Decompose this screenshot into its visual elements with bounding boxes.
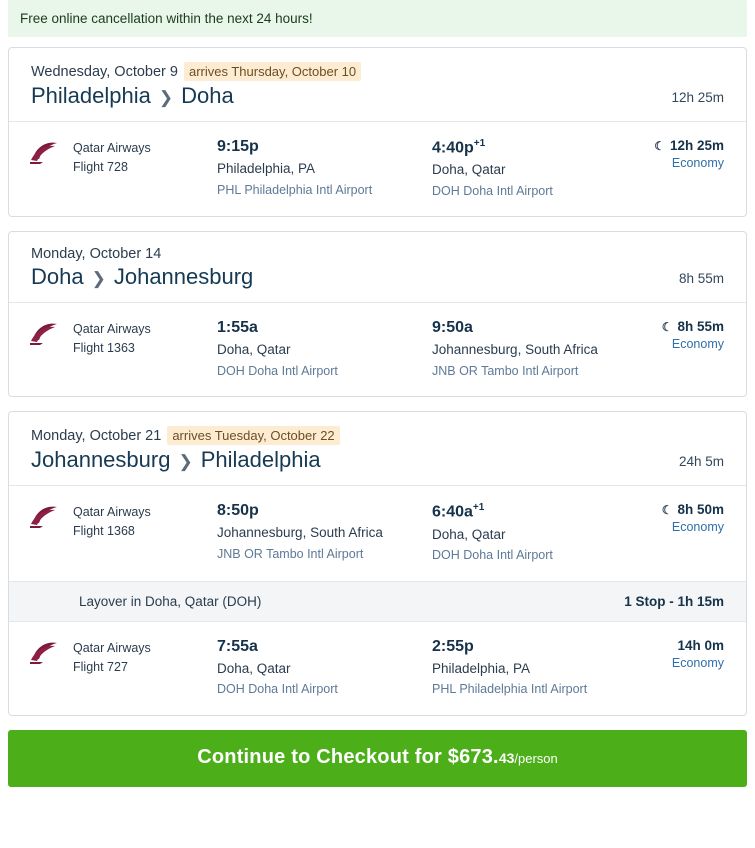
- chevron-right-icon: ❯: [178, 451, 193, 471]
- leg-times: [217, 638, 664, 699]
- arrival-airport: DOH Doha Intl Airport: [432, 183, 553, 198]
- arrival-endpoint: [432, 502, 637, 564]
- airline-name: Qatar Airways: [73, 141, 151, 155]
- carrier-info: [27, 502, 217, 541]
- cabin-class[interactable]: Economy: [671, 337, 724, 352]
- night-moon-icon: ☾: [654, 138, 665, 153]
- chevron-right-icon: ❯: [158, 87, 174, 107]
- night-moon-icon: ☾: [661, 319, 673, 334]
- slice-depart-date: Monday, October 14: [31, 246, 162, 263]
- departure-airport: DOH Doha Intl Airport: [217, 363, 338, 378]
- slice-route: [31, 83, 724, 109]
- itinerary-slice: [8, 411, 747, 715]
- arrival-airport: PHL Philadelphia Intl Airport: [432, 682, 588, 697]
- arrival-city: Johannesburg, South Africa: [432, 342, 598, 358]
- flight-number: Flight 1368: [73, 524, 135, 539]
- cabin-class[interactable]: Economy: [671, 655, 724, 670]
- qatar-airways-logo: [27, 638, 63, 666]
- departure-time: 7:55a: [217, 637, 258, 655]
- arrival-airport: DOH Doha Intl Airport: [432, 548, 553, 563]
- departure-airport: JNB OR Tambo Intl Airport: [217, 547, 364, 562]
- arrival-city: Doha, Qatar: [432, 526, 506, 542]
- leg-summary: [654, 502, 724, 534]
- layover-row: [9, 581, 746, 622]
- arrival-airport: JNB OR Tambo Intl Airport: [432, 363, 579, 378]
- slice-dateline: [31, 62, 724, 81]
- arrival-time: 2:55p: [432, 637, 474, 655]
- arrive-day-offset: +1: [473, 138, 486, 149]
- arrive-day-offset: +1: [472, 502, 485, 514]
- slice-origin: Philadelphia: [31, 83, 151, 108]
- departure-endpoint: [217, 319, 422, 380]
- departure-city: Philadelphia, PA: [217, 161, 316, 176]
- carrier-text: [73, 502, 151, 541]
- arrives-next-day-tag: arrives Thursday, October 10: [184, 62, 361, 81]
- slice-dateline: [31, 426, 724, 445]
- slice-depart-date: Wednesday, October 9: [31, 64, 178, 80]
- slice-list: [8, 47, 747, 716]
- carrier-text: [73, 319, 151, 358]
- slice-origin: Johannesburg: [31, 447, 171, 473]
- qatar-airways-logo: [27, 138, 63, 166]
- carrier-info: [27, 138, 217, 177]
- flight-number: Flight 1363: [73, 341, 135, 356]
- slice-destination: Doha: [181, 83, 234, 108]
- checkout-per-person: /person: [514, 750, 558, 766]
- slice-duration: 12h 25m: [671, 90, 724, 105]
- slice-duration: 24h 5m: [678, 454, 724, 470]
- slice-duration: 8h 55m: [678, 271, 724, 287]
- arrival-endpoint: [432, 638, 637, 699]
- departure-endpoint: [217, 638, 422, 699]
- departure-city: Doha, Qatar: [217, 342, 291, 358]
- slice-header: [9, 48, 746, 121]
- slice-route: [31, 264, 724, 290]
- arrival-endpoint: [432, 138, 637, 200]
- checkout-cents: 43: [498, 749, 515, 766]
- slice-destination: Philadelphia: [200, 447, 321, 473]
- departure-endpoint: [217, 138, 422, 200]
- airline-name: Qatar Airways: [73, 322, 151, 337]
- cabin-class[interactable]: Economy: [671, 156, 724, 170]
- qatar-airways-logo: [27, 319, 63, 347]
- cancellation-banner: [8, 0, 747, 37]
- departure-airport: DOH Doha Intl Airport: [217, 682, 338, 697]
- chevron-right-icon: ❯: [91, 268, 106, 288]
- itinerary-slice: [8, 47, 747, 217]
- slice-header: [9, 232, 746, 302]
- leg-times: [217, 502, 654, 564]
- slice-dateline: [31, 246, 724, 262]
- cancellation-banner-text: Free online cancellation within the next 24 hours!: [20, 11, 313, 26]
- leg-times: [217, 138, 646, 200]
- flight-leg: [9, 122, 746, 216]
- leg-duration: ☾ 12h 25m: [654, 138, 724, 153]
- slice-origin: Doha: [31, 264, 84, 290]
- layover-text: Layover in Doha, Qatar (DOH): [79, 593, 262, 609]
- slice-destination: Johannesburg: [113, 264, 254, 290]
- leg-summary: [664, 638, 724, 670]
- layover-stops: 1 Stop - 1h 15m: [624, 593, 724, 609]
- carrier-info: [27, 319, 217, 358]
- slice-depart-date: Monday, October 21: [31, 428, 162, 445]
- slice-route: [31, 447, 724, 473]
- departure-city: Doha, Qatar: [217, 660, 291, 676]
- itinerary-slice: [8, 231, 747, 397]
- night-moon-icon: ☾: [661, 502, 673, 517]
- flight-leg: [9, 622, 746, 715]
- arrival-city: Doha, Qatar: [432, 162, 506, 178]
- arrives-next-day-tag: arrives Tuesday, October 22: [167, 426, 339, 445]
- leg-summary: [646, 138, 724, 170]
- airline-name: Qatar Airways: [73, 640, 151, 655]
- arrival-time: $6:40a^{+1}$: [432, 502, 485, 521]
- departure-airport: PHL Philadelphia Intl Airport: [217, 182, 373, 197]
- arrival-time: 9:50a: [432, 319, 473, 337]
- slice-header: [9, 412, 746, 485]
- leg-duration: ☾ 8h 50m: [661, 502, 724, 518]
- leg-duration: 14h 0m: [677, 637, 724, 653]
- qatar-airways-logo: [27, 502, 63, 530]
- cabin-class[interactable]: Economy: [671, 520, 724, 535]
- flight-number: Flight 728: [73, 159, 128, 174]
- flight-number: Flight 727: [73, 659, 128, 674]
- leg-duration: ☾ 8h 55m: [661, 319, 724, 335]
- leg-times: [217, 319, 654, 380]
- arrival-endpoint: [432, 319, 637, 380]
- arrival-time: $4:40p^{+1}$: [432, 138, 486, 157]
- departure-endpoint: [217, 502, 422, 564]
- continue-to-checkout-button[interactable]: [8, 730, 747, 787]
- departure-time: 9:15p: [217, 138, 259, 155]
- arrival-city: Philadelphia, PA: [432, 660, 531, 676]
- departure-time: 1:55a: [217, 319, 258, 337]
- departure-time: 8:50p: [217, 502, 259, 520]
- airline-name: Qatar Airways: [73, 505, 151, 520]
- leg-summary: [654, 319, 724, 351]
- checkout-label: Continue to Checkout for $673.: [197, 745, 499, 768]
- flight-leg: [9, 303, 746, 396]
- carrier-text: [73, 638, 151, 677]
- carrier-text: [73, 138, 151, 177]
- carrier-info: [27, 638, 217, 677]
- flight-leg: [9, 486, 746, 580]
- departure-city: Johannesburg, South Africa: [217, 525, 383, 541]
